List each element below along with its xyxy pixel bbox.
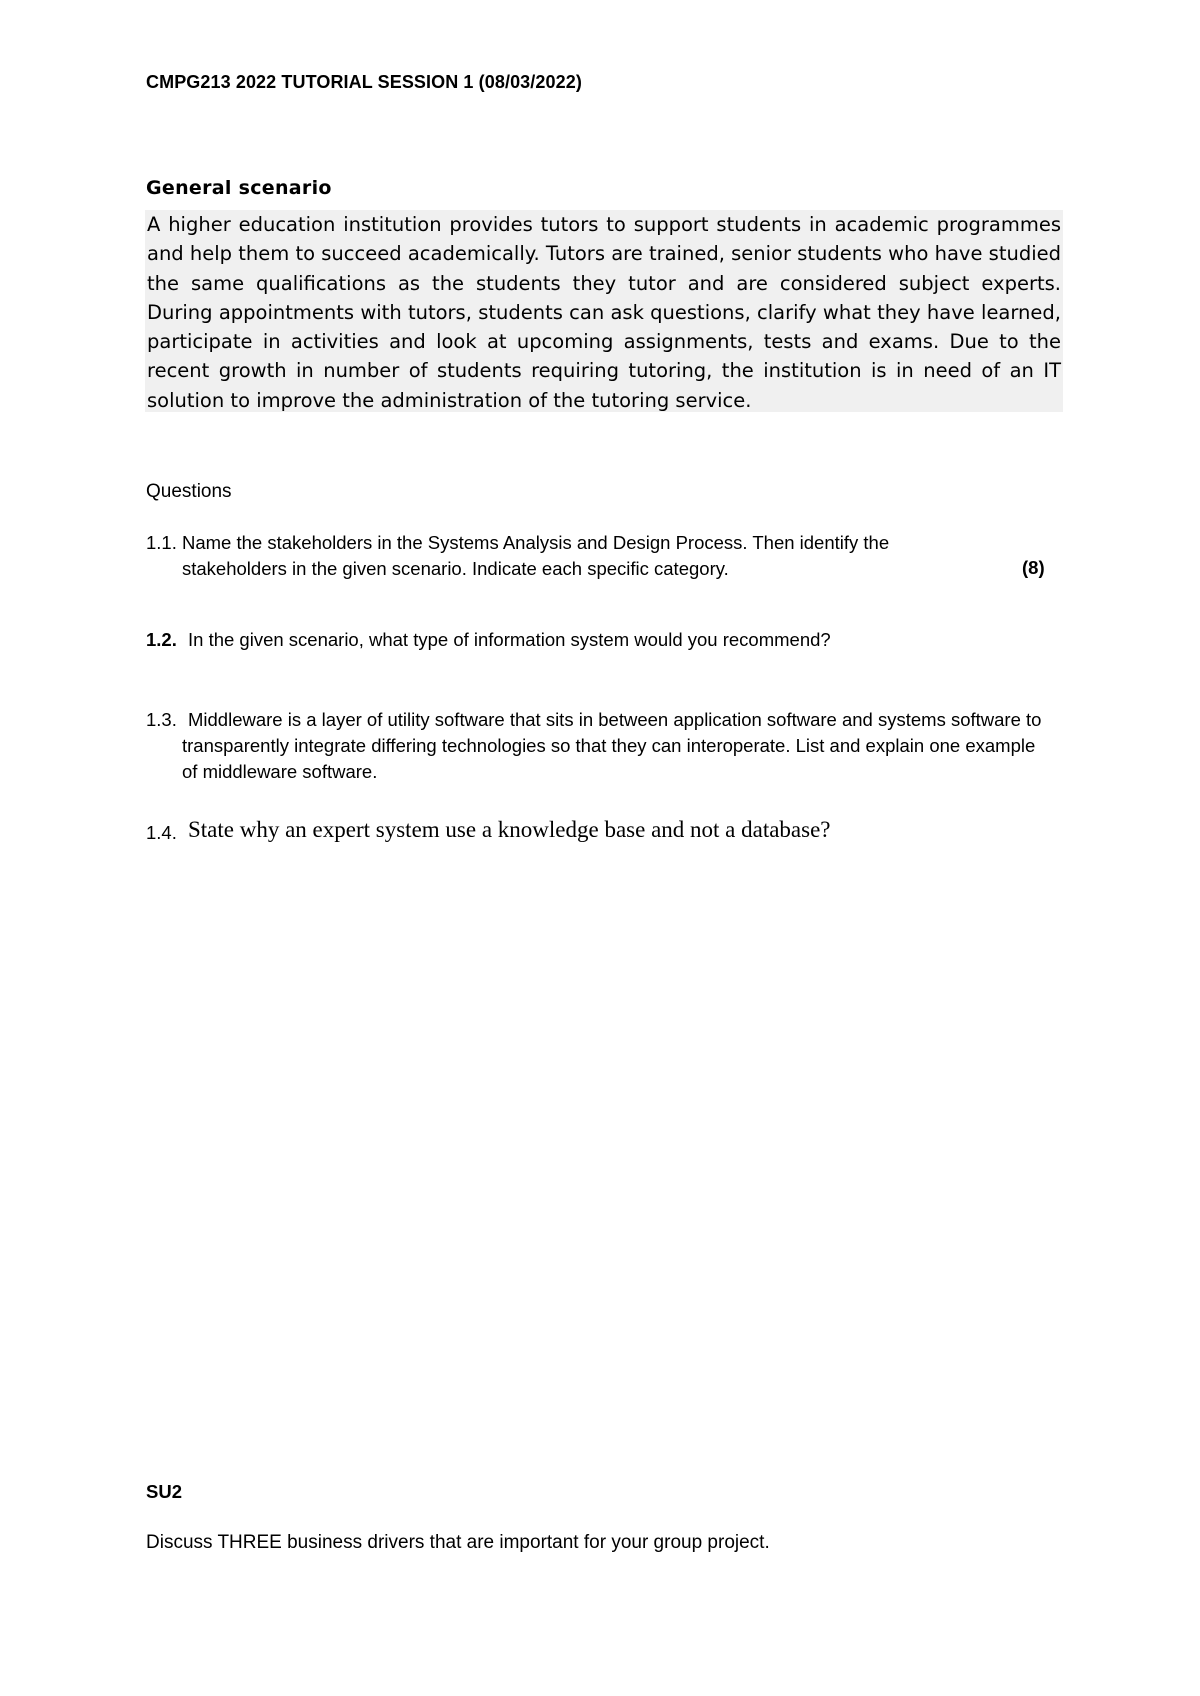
question-number: 1.2. bbox=[146, 629, 177, 650]
scenario-heading: General scenario bbox=[146, 177, 332, 199]
questions-heading: Questions bbox=[146, 481, 232, 502]
question-number: 1.3. bbox=[146, 709, 177, 730]
question-1-3 bbox=[146, 707, 1046, 785]
question-1-1 bbox=[146, 530, 976, 582]
question-text: Middleware is a layer of utility software that sits in between application software and systems software to transparently integrate differing technologies so that they can interoperate. List and explain one example of middleware software. bbox=[182, 709, 1042, 782]
question-text: Name the stakeholders in the Systems Analysis and Design Process. Then identify the stakeholders in the given scenario. Indicate each specific category. bbox=[182, 532, 890, 579]
question-number: 1.4. bbox=[146, 822, 177, 843]
question-text: State why an expert system use a knowledge base and not a database? bbox=[188, 817, 831, 842]
question-marks: (8) bbox=[1022, 557, 1045, 578]
su2-heading: SU2 bbox=[146, 1481, 182, 1502]
question-1-4 bbox=[146, 817, 1046, 843]
question-1-2 bbox=[146, 627, 1046, 653]
question-text: In the given scenario, what type of information system would you recommend? bbox=[188, 629, 831, 650]
scenario-body: A higher education institution provides tutors to support students in academic programmes and help them to succeed academically. Tutors are trained, senior students who have studied the same qualifications as the students they tutor and are considered subject experts. During appointments with tutors, students can ask questions, clarify what they have learned, participate in activities and look at upcoming assignments, tests and exams. Due to the recent growth in number of students requiring tutoring, the institution is in need of an IT solution to improve the administration of the tutoring service. bbox=[145, 210, 1063, 412]
question-number: 1.1. bbox=[146, 532, 177, 553]
document-title: CMPG213 2022 TUTORIAL SESSION 1 (08/03/2022) bbox=[146, 72, 582, 92]
su2-text: Discuss THREE business drivers that are important for your group project. bbox=[146, 1532, 770, 1553]
